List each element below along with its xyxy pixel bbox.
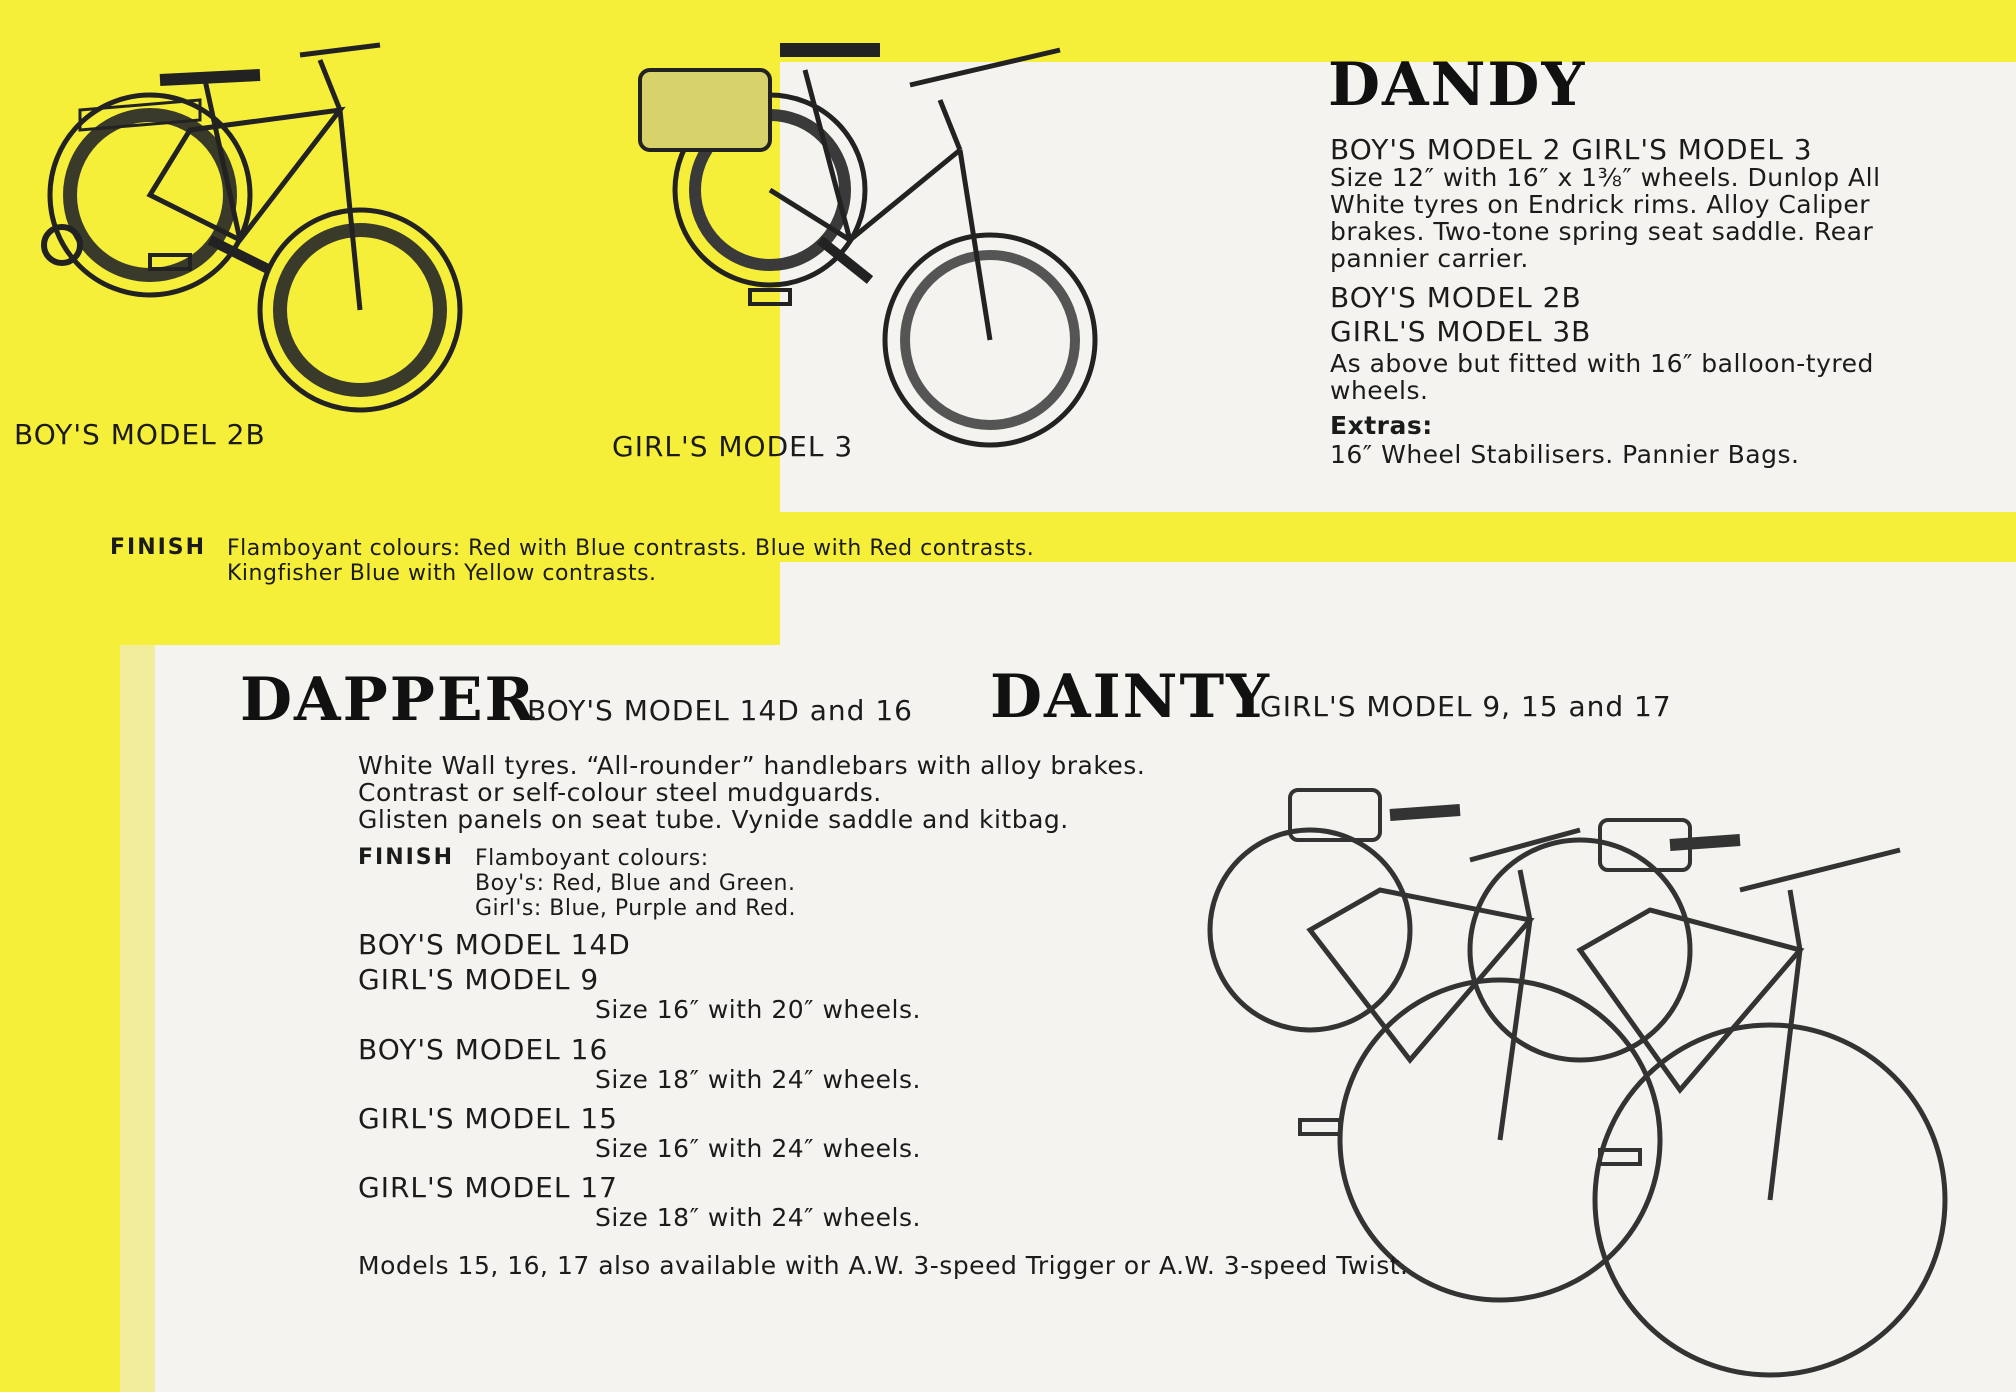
feature-line-1: White Wall tyres. “All-rounder” handlebars with alloy brakes. (358, 751, 1146, 780)
dandy-extras-text: 16″ Wheel Stabilisers. Pannier Bags. (1330, 440, 1800, 469)
paper-panel-mid (780, 562, 2016, 645)
finish-top-line-2: Kingfisher Blue with Yellow contrasts. (227, 561, 657, 586)
model-15: GIRL'S MODEL 15 (358, 1102, 618, 1135)
footnote: Models 15, 16, 17 also available with A.W. 3-speed Trigger or A.W. 3-speed Twist. (358, 1251, 1409, 1280)
finish-bottom-line-2: Boy's: Red, Blue and Green. (475, 871, 796, 896)
feature-line-2: Contrast or self-colour steel mudguards. (358, 778, 882, 807)
dandy-as-above-line-2: wheels. (1330, 376, 1429, 405)
finish-bottom-label: FINISH (358, 845, 455, 870)
pale-yellow-strip-left (120, 645, 155, 1392)
model-14d: BOY'S MODEL 14D (358, 928, 631, 961)
caption-girls-model-3: GIRL'S MODEL 3 (612, 430, 854, 463)
finish-top-line-1: Flamboyant colours: Red with Blue contrasts. Blue with Red contrasts. (227, 536, 1035, 561)
model-9: GIRL'S MODEL 9 (358, 963, 600, 996)
model-17-size: Size 18″ with 24″ wheels. (595, 1203, 921, 1232)
caption-boys-model-2b: BOY'S MODEL 2B (14, 418, 266, 451)
model-9-size: Size 16″ with 20″ wheels. (595, 995, 921, 1024)
finish-top-label: FINISH (110, 535, 207, 560)
dandy-desc-line-3: brakes. Two-tone spring seat saddle. Rear (1330, 217, 1874, 246)
dandy-as-above-line-1: As above but fitted with 16″ balloon-tyred (1330, 349, 1874, 378)
dandy-model-3b: GIRL'S MODEL 3B (1330, 315, 1592, 348)
boys-bike-illustration (40, 20, 460, 440)
finish-bottom-line-1: Flamboyant colours: (475, 846, 709, 871)
dandy-models-line: BOY'S MODEL 2 GIRL'S MODEL 3 (1330, 133, 1813, 166)
model-15-size: Size 16″ with 24″ wheels. (595, 1134, 921, 1163)
finish-bottom-line-3: Girl's: Blue, Purple and Red. (475, 896, 797, 921)
dandy-extras-label: Extras: (1330, 411, 1433, 440)
dandy-desc-line-4: pannier carrier. (1330, 244, 1529, 273)
girls-bike-illustration (630, 30, 1150, 460)
dainty-subtitle: GIRL'S MODEL 9, 15 and 17 (1260, 690, 1672, 723)
dandy-title: DANDY (1328, 50, 1587, 120)
dapper-subtitle: BOY'S MODEL 14D and 16 (527, 694, 913, 727)
dandy-desc-line-2: White tyres on Endrick rims. Alloy Caliper (1330, 190, 1871, 219)
dandy-desc-line-1: Size 12″ with 16″ x 1⅜″ wheels. Dunlop All (1330, 163, 1881, 192)
yellow-strip-left (0, 645, 120, 1392)
feature-line-3: Glisten panels on seat tube. Vynide saddle and kitbag. (358, 805, 1069, 834)
model-17: GIRL'S MODEL 17 (358, 1171, 618, 1204)
dainty-bikes-illustration (1200, 770, 1940, 1390)
model-16-size: Size 18″ with 24″ wheels. (595, 1065, 921, 1094)
dandy-model-2b: BOY'S MODEL 2B (1330, 281, 1582, 314)
dainty-title: DAINTY (990, 662, 1271, 732)
dapper-title: DAPPER (240, 665, 537, 735)
model-16: BOY'S MODEL 16 (358, 1033, 609, 1066)
